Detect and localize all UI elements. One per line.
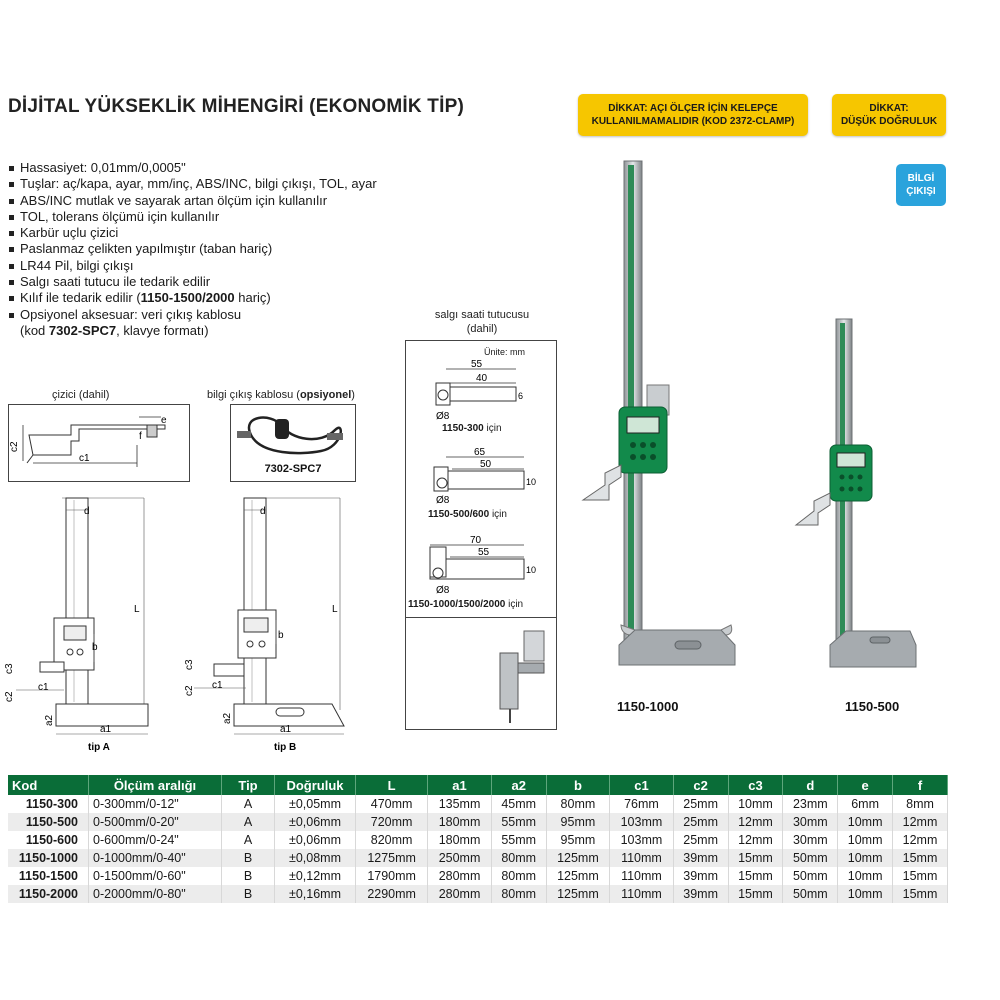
feature-item: Salgı saati tutucu ile tedarik edilir (8, 274, 377, 290)
table-cell: B (222, 867, 275, 885)
table-cell: 50mm (783, 849, 838, 867)
col-header: f (893, 775, 948, 795)
holder-drawings (406, 357, 556, 617)
table-cell: ±0,16mm (275, 885, 356, 903)
col-header: d (783, 775, 838, 795)
text: (kod (20, 322, 49, 338)
table-cell: 0-1500mm/0-60" (89, 867, 222, 885)
table-row (8, 849, 948, 867)
table-cell: 30mm (783, 831, 838, 849)
table-cell: 10mm (838, 831, 893, 849)
tip-b-diagram (184, 494, 354, 756)
feature-item-case (8, 290, 377, 306)
table-cell: 76mm (610, 795, 674, 813)
text: hariç) (234, 290, 271, 306)
tip-a-label: tip A (88, 742, 110, 753)
feature-item: ABS/INC mutlak ve sayarak artan ölçüm için kullanılır (8, 193, 377, 209)
text: için (505, 599, 524, 610)
product-1150-1000-image (575, 155, 740, 680)
holder3-inner: 55 (478, 547, 490, 558)
table-cell: ±0,05mm (275, 795, 356, 813)
table-cell: 95mm (546, 813, 610, 831)
table-cell: 80mm (491, 849, 546, 867)
dim-a2: a2 (222, 712, 233, 724)
table-cell: 25mm (673, 795, 728, 813)
holder-diagram (405, 340, 557, 730)
scriber-caption: çizici (dahil) (52, 389, 110, 401)
table-row (8, 885, 948, 903)
table-cell: 80mm (491, 885, 546, 903)
table-cell: 39mm (673, 885, 728, 903)
col-header: Doğruluk (275, 775, 356, 795)
table-cell: 0-300mm/0-12" (89, 795, 222, 813)
table-cell: 125mm (546, 849, 610, 867)
holder2-label (428, 509, 507, 520)
table-cell: 23mm (783, 795, 838, 813)
table-cell: 15mm (728, 849, 783, 867)
col-header: Tip (222, 775, 275, 795)
table-cell: 110mm (610, 849, 674, 867)
table-cell: 25mm (673, 813, 728, 831)
holder3-dia: Ø8 (436, 585, 450, 596)
table-cell: 280mm (428, 885, 492, 903)
table-cell: 1150-500 (8, 813, 89, 831)
text: , klavye formatı) (116, 322, 209, 338)
table-cell: 1790mm (356, 867, 428, 885)
product-label-1150-1000: 1150-1000 (617, 699, 679, 714)
table-cell: 50mm (783, 867, 838, 885)
holder2-side: 10 (526, 477, 537, 487)
col-header: a1 (428, 775, 492, 795)
text: ) (351, 389, 355, 401)
holder1-top: 55 (471, 359, 483, 370)
table-cell: A (222, 813, 275, 831)
warning-text-line1: DİKKAT: AÇI ÖLÇER İÇİN KELEPÇE (608, 103, 778, 114)
dim-d: d (260, 506, 266, 517)
holder2-dia: Ø8 (436, 495, 450, 506)
table-cell: 110mm (610, 885, 674, 903)
divider (406, 617, 556, 618)
table-cell: ±0,06mm (275, 813, 356, 831)
holder3-side: 10 (526, 565, 537, 575)
table-cell: ±0,06mm (275, 831, 356, 849)
cable-code: 7302-SPC7 (264, 463, 322, 475)
table-cell: 15mm (728, 867, 783, 885)
scriber-drawing (9, 405, 189, 481)
table-cell: B (222, 885, 275, 903)
col-header: L (356, 775, 428, 795)
dim-L: L (134, 604, 140, 615)
dim-b: b (278, 630, 284, 641)
feature-item-optional-cont (8, 323, 377, 339)
holder1-side: 6 (518, 391, 524, 401)
table-cell: 720mm (356, 813, 428, 831)
table-body (8, 795, 948, 903)
col-header: a2 (491, 775, 546, 795)
table-cell: 103mm (610, 813, 674, 831)
table-cell: 10mm (838, 867, 893, 885)
table-cell: 2290mm (356, 885, 428, 903)
holder1-dia: Ø8 (436, 411, 450, 422)
table-row (8, 813, 948, 831)
cable-icon (231, 405, 355, 461)
table-cell: 125mm (546, 867, 610, 885)
table-cell: 1150-600 (8, 831, 89, 849)
table-cell: ±0,12mm (275, 867, 356, 885)
cable-caption (207, 389, 355, 401)
text: bilgi çıkış kablosu ( (207, 389, 300, 401)
table-cell: 12mm (893, 831, 948, 849)
holder2-inner: 50 (480, 459, 492, 470)
dim-c2: c2 (4, 691, 15, 702)
holder3-label (408, 599, 523, 610)
table-cell: 50mm (783, 885, 838, 903)
col-header: e (838, 775, 893, 795)
page-title: DİJİTAL YÜKSEKLİK MİHENGİRİ (EKONOMİK TİP) (8, 96, 464, 117)
table-cell: 280mm (428, 867, 492, 885)
dim-L: L (332, 604, 338, 615)
warning-text-line2: KULLANILMAMALIDIR (KOD 2372-CLAMP) (591, 116, 795, 127)
warning-badge-accuracy (832, 94, 946, 136)
table-cell: 25mm (673, 831, 728, 849)
table-cell: 1150-1500 (8, 867, 89, 885)
table-cell: 103mm (610, 831, 674, 849)
table-cell: 95mm (546, 831, 610, 849)
table-cell: A (222, 795, 275, 813)
table-cell: 10mm (728, 795, 783, 813)
table-cell: B (222, 849, 275, 867)
spec-table (8, 775, 948, 903)
table-cell: 10mm (838, 885, 893, 903)
dim-d: d (84, 506, 90, 517)
dim-c3: c3 (184, 659, 195, 670)
data-output-badge (896, 164, 946, 206)
table-cell: 80mm (546, 795, 610, 813)
table-cell: 820mm (356, 831, 428, 849)
badge-line2: ÇIKIŞI (906, 186, 936, 197)
holder1-label (442, 423, 502, 434)
dim-c3: c3 (4, 663, 15, 674)
holder-caption (412, 308, 552, 336)
holder-photo (496, 623, 556, 727)
table-row (8, 795, 948, 813)
col-header: Kod (8, 775, 89, 795)
dim-a1: a1 (280, 724, 292, 735)
table-cell: 10mm (838, 813, 893, 831)
holder-caption-line2: (dahil) (466, 323, 498, 335)
table-cell: 45mm (491, 795, 546, 813)
table-cell: 12mm (728, 831, 783, 849)
table-cell: 1150-1000 (8, 849, 89, 867)
feature-list (8, 160, 377, 339)
dim-e: e (161, 415, 167, 426)
col-header: c3 (728, 775, 783, 795)
holder2-top: 65 (474, 447, 486, 458)
warning-text-line2: DÜŞÜK DOĞRULUK (840, 116, 938, 127)
table-cell: 110mm (610, 867, 674, 885)
table-cell: 0-600mm/0-24" (89, 831, 222, 849)
text-bold: 7302-SPC7 (48, 322, 117, 338)
dim-c1: c1 (38, 682, 49, 693)
badge-line1: BİLGİ (907, 173, 935, 184)
table-cell: 55mm (491, 813, 546, 831)
text: için (489, 509, 507, 520)
holder-caption-line1: salgı saati tutucusu (434, 309, 530, 321)
holder3-top: 70 (470, 535, 482, 546)
feature-item: Paslanmaz çelikten yapılmıştır (taban hariç) (8, 241, 377, 257)
unit-label: Ünite: mm (484, 347, 526, 357)
dim-a2: a2 (44, 714, 55, 726)
feature-item: LR44 Pil, bilgi çıkışı (8, 258, 377, 274)
table-cell: 30mm (783, 813, 838, 831)
table-cell: 1275mm (356, 849, 428, 867)
feature-item: TOL, tolerans ölçümü için kullanılır (8, 209, 377, 225)
col-header: Ölçüm aralığı (89, 775, 222, 795)
table-cell: 0-500mm/0-20" (89, 813, 222, 831)
table-cell: ±0,08mm (275, 849, 356, 867)
feature-item: Hassasiyet: 0,01mm/0,0005" (8, 160, 377, 176)
dim-c1: c1 (212, 680, 223, 691)
holder2-code: 1150-500/600 (428, 509, 490, 520)
table-cell: 8mm (893, 795, 948, 813)
dim-c2: c2 (184, 685, 195, 696)
feature-item: Karbür uçlu çizici (8, 225, 377, 241)
table-cell: 180mm (428, 813, 492, 831)
dim-f: f (139, 431, 142, 442)
col-header: c1 (610, 775, 674, 795)
table-cell: 12mm (893, 813, 948, 831)
table-cell: 1150-300 (8, 795, 89, 813)
table-cell: 15mm (893, 867, 948, 885)
scriber-diagram (8, 404, 190, 482)
text-bold: opsiyonel (299, 389, 352, 401)
warning-text-line1: DİKKAT: (869, 103, 909, 114)
col-header: b (546, 775, 610, 795)
table-cell: 135mm (428, 795, 492, 813)
table-cell: 15mm (728, 885, 783, 903)
table-cell: 55mm (491, 831, 546, 849)
table-cell: 15mm (893, 849, 948, 867)
table-cell: 39mm (673, 849, 728, 867)
tip-a-diagram (4, 494, 154, 756)
table-cell: 6mm (838, 795, 893, 813)
holder1-inner: 40 (476, 373, 488, 384)
text: için (483, 423, 502, 434)
table-cell: 180mm (428, 831, 492, 849)
warning-badge-clamp (578, 94, 808, 136)
table-cell: 125mm (546, 885, 610, 903)
table-header-row (8, 775, 948, 795)
dim-b: b (92, 642, 98, 653)
dim-a1: a1 (100, 724, 112, 735)
table-cell: 15mm (893, 885, 948, 903)
table-cell: 12mm (728, 813, 783, 831)
col-header: c2 (673, 775, 728, 795)
text: Kılıf ile tedarik edilir ( (20, 290, 141, 306)
table-cell: 470mm (356, 795, 428, 813)
dim-c1: c1 (79, 453, 90, 464)
cable-diagram (230, 404, 356, 482)
table-row (8, 867, 948, 885)
product-1150-500-image (790, 315, 920, 675)
holder1-code: 1150-300 (442, 423, 484, 434)
tip-b-label: tip B (274, 742, 297, 753)
table-cell: 250mm (428, 849, 492, 867)
feature-item-optional: Opsiyonel aksesuar: veri çıkış kablosu (8, 307, 377, 323)
table-cell: 0-1000mm/0-40" (89, 849, 222, 867)
table-cell: 10mm (838, 849, 893, 867)
holder3-code: 1150-1000/1500/2000 (408, 599, 506, 610)
table-cell: 0-2000mm/0-80" (89, 885, 222, 903)
table-cell: A (222, 831, 275, 849)
table-cell: 1150-2000 (8, 885, 89, 903)
text-bold: 1150-1500/2000 (140, 290, 235, 306)
table-row (8, 831, 948, 849)
product-label-1150-500: 1150-500 (845, 699, 900, 714)
dim-c2: c2 (9, 441, 20, 452)
table-cell: 80mm (491, 867, 546, 885)
feature-item: Tuşlar: aç/kapa, ayar, mm/inç, ABS/INC, bilgi çıkışı, TOL, ayar (8, 176, 377, 192)
table-cell: 39mm (673, 867, 728, 885)
